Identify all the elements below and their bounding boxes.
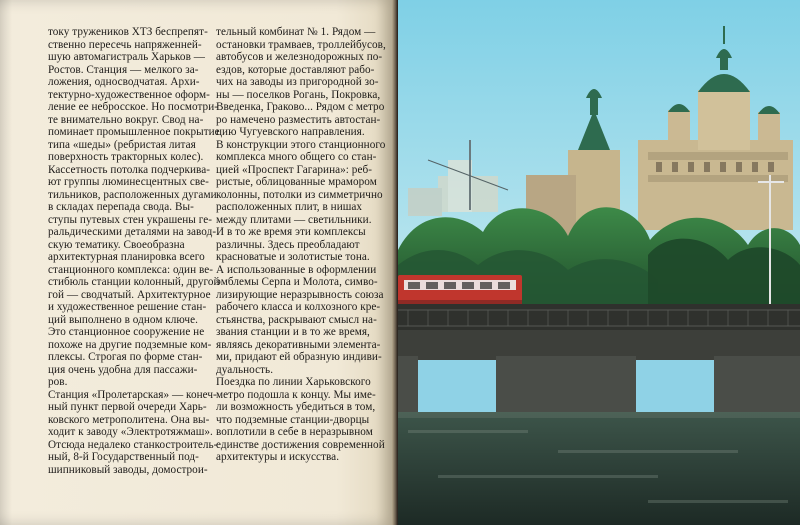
text-line: ют группы люминесцентных све- <box>48 176 209 188</box>
text-line: ный пункт первой очереди Харь- <box>48 401 207 413</box>
text-line: различны. Здесь преобладают <box>216 238 360 251</box>
text-line: Поездка по линии Харьковского <box>216 376 371 388</box>
text-line: ров. <box>48 376 68 388</box>
text-line: чих на заводы из пригородной зо- <box>216 76 379 88</box>
text-line: Станция «Пролетарская» — конеч- <box>48 388 217 401</box>
city-photo <box>398 0 800 525</box>
text-line: Отсюда недалеко станкостроитель- <box>48 438 218 451</box>
text-line: ступы путевых стен украшены ге- <box>48 213 212 226</box>
text-line: И в то же время эти комплексы <box>216 226 366 238</box>
text-line: току тружеников ХТЗ беспрепят- <box>48 26 208 38</box>
text-column-1 <box>48 26 220 476</box>
text-line: Кассетность потолка подчеркива- <box>48 163 210 176</box>
text-line: стьянства, раскрывают смысл на- <box>216 313 377 326</box>
text-line: автобусов и железнодорожных по- <box>216 51 383 63</box>
text-line: ны — поселков Рогань, Покровка, <box>216 88 381 101</box>
text-line: звания станции и в то же время, <box>216 326 370 338</box>
text-line: ций выполнено в одном ключе. <box>48 313 198 326</box>
text-column-2 <box>216 26 386 464</box>
text-line: похоже на другие подземные ком- <box>48 338 212 351</box>
text-line: комплекса много общего со стан- <box>216 151 377 163</box>
text-line: ственно пересечь напряженней- <box>48 38 202 51</box>
text-line: воплотили в себе в неразрывном <box>216 426 373 438</box>
red-bus <box>398 275 522 305</box>
text-line: колонны, потолки из симметрично <box>216 188 383 201</box>
text-line: В конструкции этого станционного <box>216 138 386 151</box>
text-line: архитектуры и искусства. <box>216 451 340 463</box>
text-line: остановки трамваев, троллейбусов, <box>216 38 386 51</box>
text-line: ральдическими деталями на завод- <box>48 226 217 238</box>
text-line: А использованные в оформлении <box>216 263 377 276</box>
text-line: шую автомагистраль Харьков — <box>48 51 205 63</box>
bridge <box>398 304 800 412</box>
text-line: тильников, расположенных дугами <box>48 188 217 201</box>
text-line: рабочего класса и колхозного кре- <box>216 301 381 313</box>
text-line: ли возможность убедиться в том, <box>216 401 376 413</box>
text-line: цией «Проспект Гагарина»: реб- <box>216 163 372 176</box>
text-line: лизирующие неразрывность союза <box>216 288 384 301</box>
text-line: плексы. Строгая по форме стан- <box>48 351 203 363</box>
text-line: между плитами — светильники. <box>216 213 372 226</box>
text-line: тектурно-художественное оформ- <box>48 88 210 101</box>
text-line: в складах перепада свода. Вы- <box>48 201 194 213</box>
text-line: те внимательно вокруг. Свод на- <box>48 113 204 126</box>
text-line: ро намечено разместить автостан- <box>216 113 381 126</box>
text-line: Ростов. Станция — мелкого за- <box>48 63 199 76</box>
text-line: ездов, которые доставляют рабо- <box>216 63 375 76</box>
text-line: ми, придают ей образную индиви- <box>216 351 382 363</box>
text-line: красноватые и золотистые тона. <box>216 251 370 263</box>
text-line: что подземные станции-дворцы <box>216 413 370 426</box>
text-line: эмблемы Серпа и Молота, симво- <box>216 276 378 288</box>
text-line: шипниковый заводы, домострои- <box>48 463 208 476</box>
text-line: поминает промышленное покрытие <box>48 126 220 138</box>
text-line: дуальность. <box>216 363 274 376</box>
text-line: ный, 8-й Государственный под- <box>48 451 199 463</box>
text-line: ление ее небросское. Но посмотри- <box>48 101 219 113</box>
text-line: станционного комплекса: один ве- <box>48 263 214 276</box>
text-line: являясь декоративными элемента- <box>216 338 381 351</box>
river-water <box>398 412 800 525</box>
text-line: тельный комбинат № 1. Рядом — <box>216 26 376 38</box>
text-line: цию Чугуевского направления. <box>216 126 365 138</box>
text-line: ложения, односводчатая. Архи- <box>48 76 200 88</box>
text-line: и художественное решение стан- <box>48 301 207 313</box>
text-line: расположенных плит, в нишах <box>216 201 363 213</box>
right-page-photo <box>398 0 800 525</box>
text-line: единстве достижения современной <box>216 438 385 451</box>
text-line: поверхность тракторных колес). <box>48 151 204 163</box>
text-line: гой — сводчатый. Архитектурное <box>48 288 211 301</box>
text-line: ходит к заводу «Электротяжмаш». <box>48 426 213 438</box>
left-page <box>0 0 396 525</box>
text-line: Введенка, Граково... Рядом с метро <box>216 101 385 113</box>
text-line: метро подошла к концу. Мы име- <box>216 388 376 401</box>
text-line: архитектурная планировка всего <box>48 251 205 263</box>
text-line: стибюль станции колонный, другой <box>48 276 220 288</box>
text-line: ция очень удобна для пассажи- <box>48 363 198 376</box>
text-line: ковского метрополитена. Она вы- <box>48 413 210 426</box>
text-line: Это станционное сооружение не <box>48 326 205 338</box>
text-line: типа «шеды» (ребристая литая <box>48 138 196 151</box>
text-line: ристые, облицованные мрамором <box>216 176 377 188</box>
text-line: скую тематику. Своеобразна <box>48 238 185 251</box>
